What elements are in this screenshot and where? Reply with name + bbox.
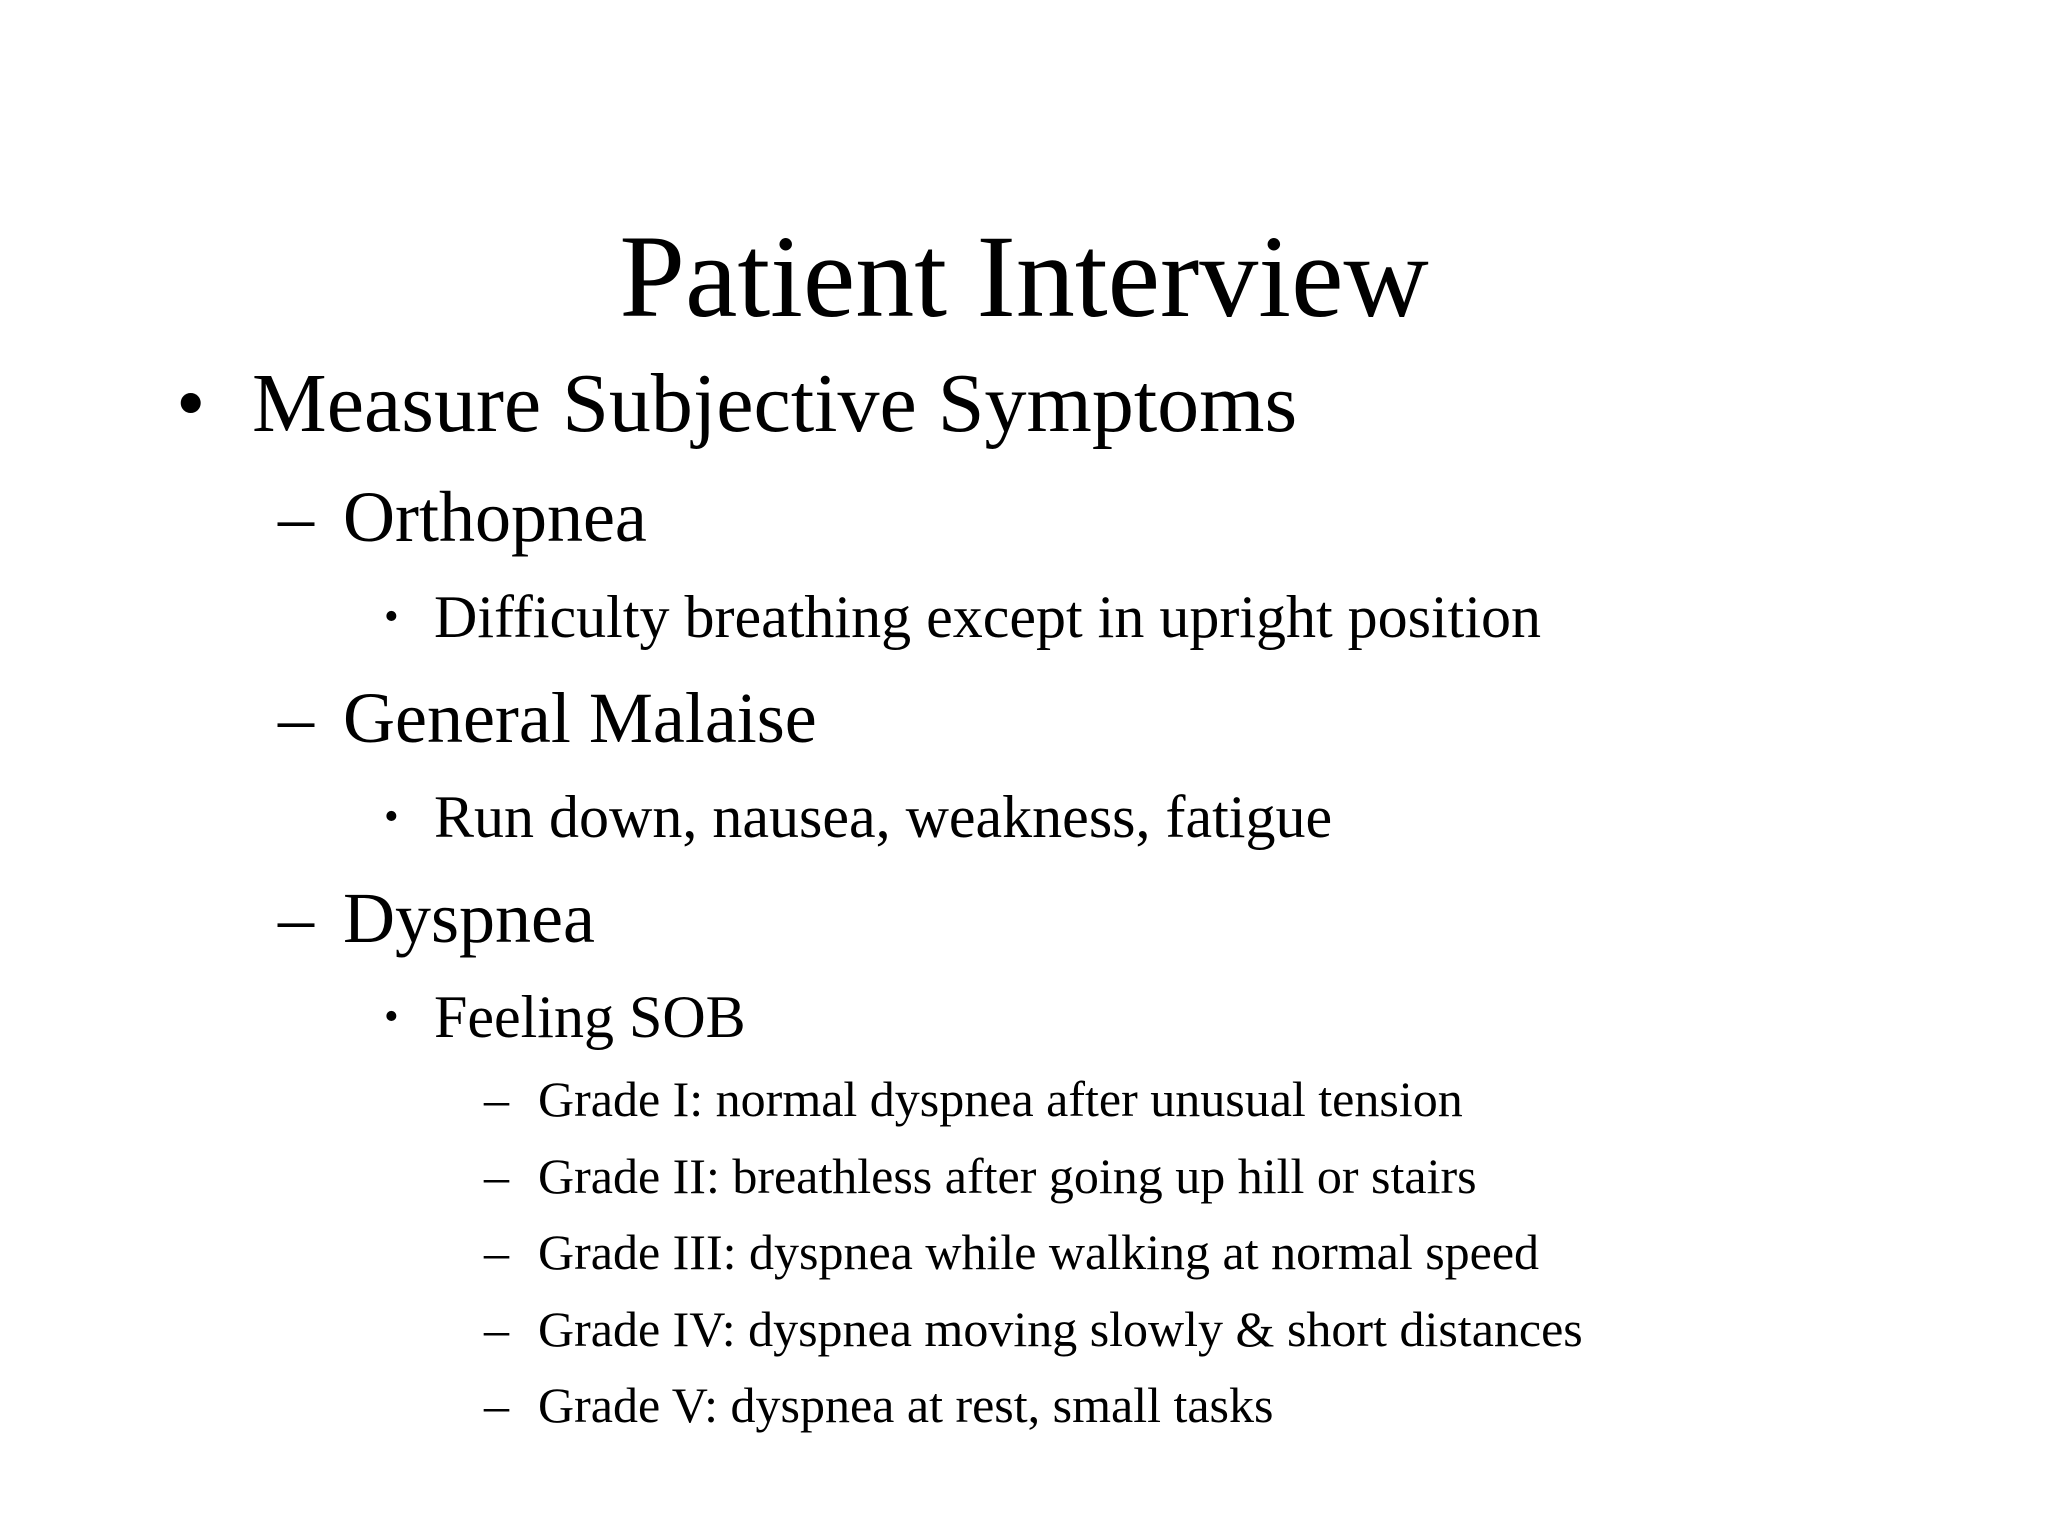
dash-marker: – <box>278 878 314 958</box>
bullet-marker: • <box>176 357 206 450</box>
grade-text: Grade V: dyspnea at rest, small tasks <box>538 1377 1274 1433</box>
slide-title: Patient Interview <box>619 211 1429 342</box>
dash-marker: – <box>484 1377 509 1433</box>
bullet-marker: • <box>384 594 399 640</box>
dash-marker: – <box>278 477 314 557</box>
detail-text: Difficulty breathing except in upright position <box>434 584 1542 650</box>
detail-text: Feeling SOB <box>434 984 746 1050</box>
grade-text: Grade IV: dyspnea moving slowly & short distances <box>538 1301 1583 1357</box>
grade-text: Grade I: normal dyspnea after unusual tension <box>538 1071 1463 1127</box>
bullet-marker: • <box>384 994 399 1040</box>
dash-marker: – <box>484 1071 509 1127</box>
bullet-marker: • <box>384 794 399 840</box>
dash-marker: – <box>484 1301 509 1357</box>
subitem-label: Dyspnea <box>343 878 595 958</box>
dash-marker: – <box>484 1148 509 1204</box>
grade-text: Grade II: breathless after going up hill or stairs <box>538 1148 1477 1204</box>
detail-text: Run down, nausea, weakness, fatigue <box>434 784 1333 850</box>
subitem-label: General Malaise <box>343 678 817 758</box>
grade-text: Grade III: dyspnea while walking at normal speed <box>538 1224 1540 1280</box>
dash-marker: – <box>278 678 314 758</box>
bullet-text: Measure Subjective Symptoms <box>252 357 1298 450</box>
dash-marker: – <box>484 1224 509 1280</box>
subitem-label: Orthopnea <box>343 477 647 557</box>
